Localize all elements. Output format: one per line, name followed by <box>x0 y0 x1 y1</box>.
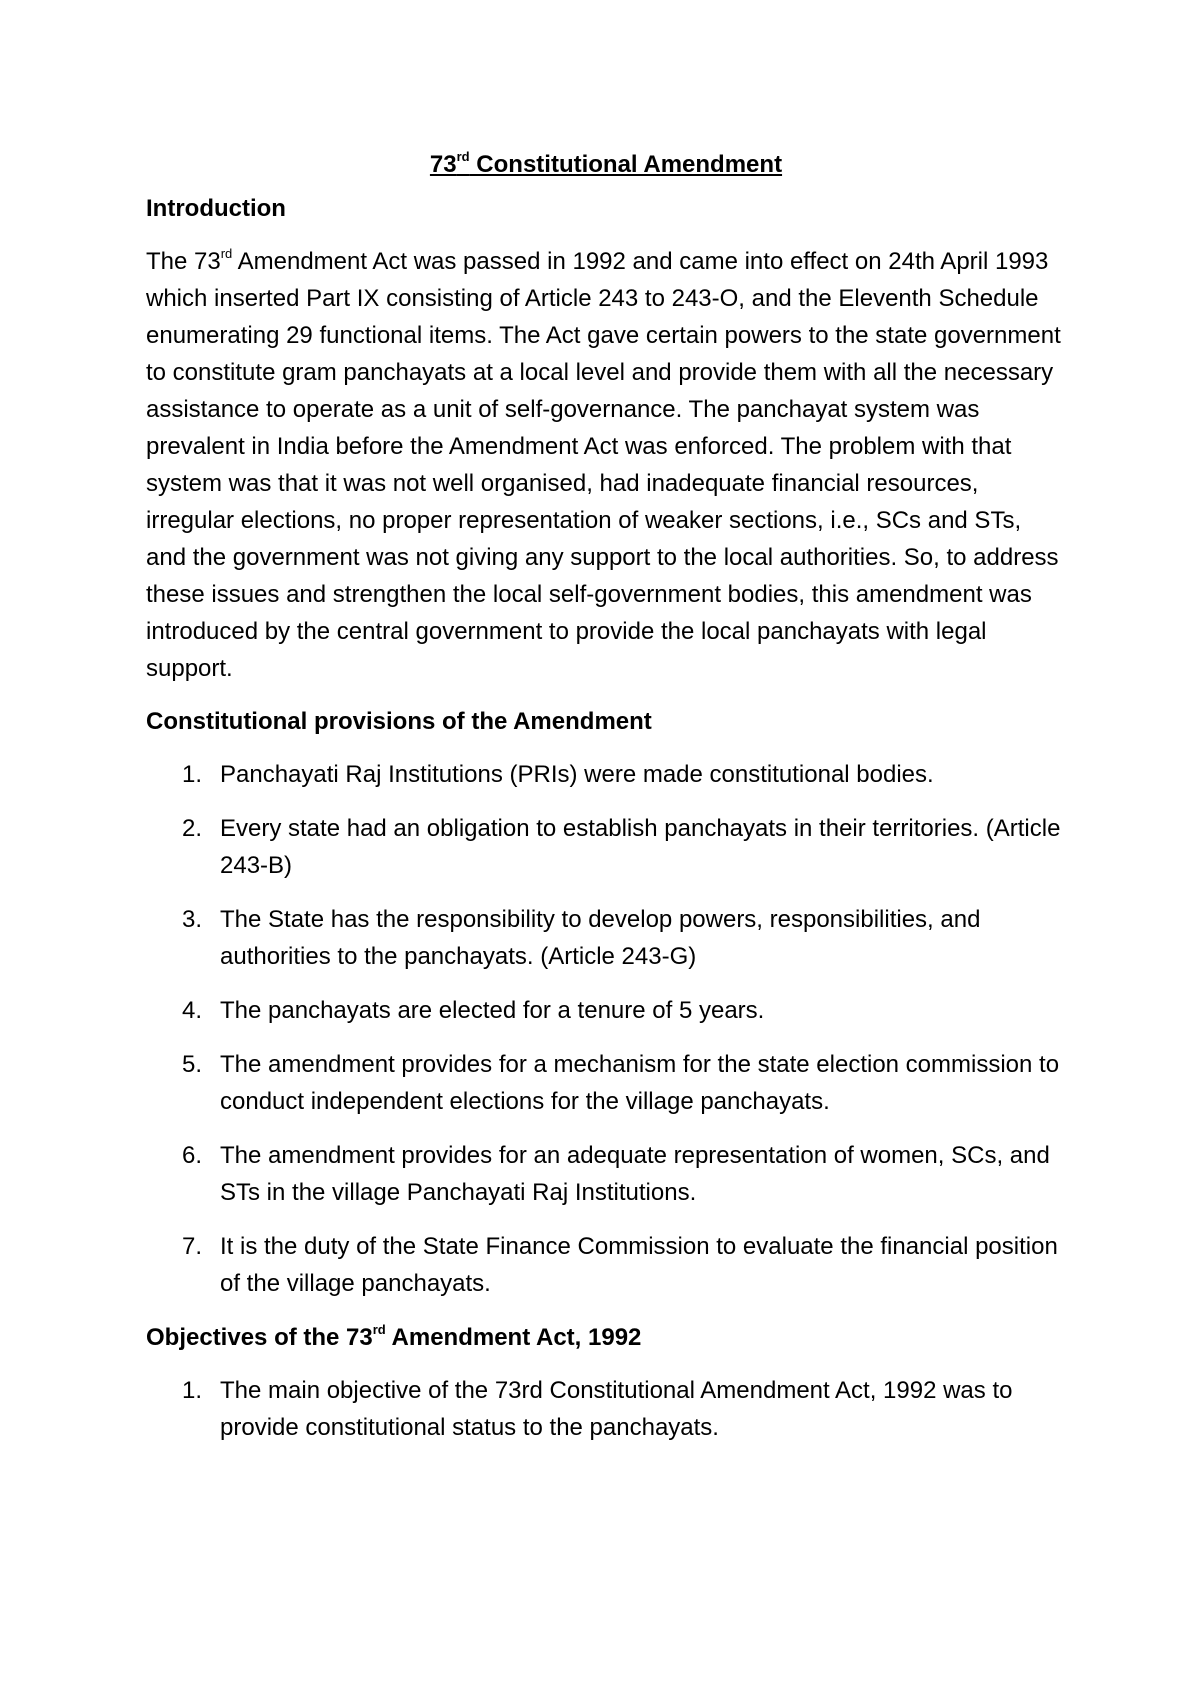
list-text: It is the duty of the State Finance Commission to evaluate the financial position of the village panchayats. <box>220 1233 1058 1297</box>
list-text: The amendment provides for a mechanism for the state election commission to conduct independent elections for the village panchayats. <box>220 1051 1060 1115</box>
objectives-heading-prefix: Objectives of the 73 <box>146 1324 373 1351</box>
intro-rest: Amendment Act was passed in 1992 and came into effect on 24th April 1993 which inserted Part IX consisting of Article 243 to 243-O, and the Eleventh Schedule enumerating 29 functional items. The Act gave certain powers to the state government to constitute gram panchayats at a local level and provide them with all the necessary assistance to operate as a unit of self-governance. The panchayat system was prevalent in India before the Amendment Act was enforced. The problem with that system was that it was not well organised, had inadequate financial resources, irregular elections, no proper representation of weaker sections, i.e., SCs and STs, and the government was not giving any support to the local authorities. So, to address these issues and strengthen the local self-government bodies, this amendment was introduced by the central government to provide the local panchayats with legal support. <box>146 248 1061 682</box>
list-number: 4. <box>182 997 203 1024</box>
title-superscript: rd <box>456 149 470 164</box>
objectives-heading-superscript: rd <box>372 1322 386 1337</box>
list-text: Every state had an obligation to establish panchayats in their territories. (Article 243-B) <box>220 815 1061 879</box>
objectives-heading-rest: Amendment Act, 1992 <box>385 1324 642 1351</box>
list-item <box>146 1046 1066 1120</box>
introduction-heading: Introduction <box>146 195 286 222</box>
list-number: 7. <box>182 1233 203 1260</box>
document-title <box>146 146 1066 182</box>
title-prefix: 73 <box>429 151 457 178</box>
intro-superscript: rd <box>220 246 233 261</box>
list-text: The main objective of the 73rd Constitutional Amendment Act, 1992 was to provide constitutional status to the panchayats. <box>220 1377 1013 1441</box>
intro-prefix: The 73 <box>146 248 221 275</box>
list-number: 5. <box>182 1051 203 1078</box>
objectives-list <box>146 1372 1066 1446</box>
list-number: 1. <box>182 1377 203 1404</box>
list-text: Panchayati Raj Institutions (PRIs) were made constitutional bodies. <box>220 761 934 788</box>
list-number: 6. <box>182 1142 203 1169</box>
provisions-list <box>146 756 1066 1302</box>
list-item <box>146 810 1066 884</box>
list-item <box>146 1372 1066 1446</box>
list-item <box>146 1137 1066 1211</box>
list-number: 2. <box>182 815 203 842</box>
list-text: The amendment provides for an adequate representation of women, SCs, and STs in the village Panchayati Raj Institutions. <box>220 1142 1050 1206</box>
introduction-paragraph <box>146 243 1066 687</box>
list-number: 1. <box>182 761 203 788</box>
list-number: 3. <box>182 906 203 933</box>
provisions-heading: Constitutional provisions of the Amendment <box>146 708 652 735</box>
list-item <box>146 1228 1066 1302</box>
list-item <box>146 992 1066 1029</box>
list-item <box>146 756 1066 793</box>
title-rest: Constitutional Amendment <box>469 151 783 178</box>
document-page <box>146 146 1066 1463</box>
list-item <box>146 901 1066 975</box>
objectives-heading <box>146 1319 1066 1356</box>
list-text: The panchayats are elected for a tenure of 5 years. <box>220 997 765 1024</box>
list-text: The State has the responsibility to develop powers, responsibilities, and authorities to the panchayats. (Article 243-G) <box>220 906 981 970</box>
